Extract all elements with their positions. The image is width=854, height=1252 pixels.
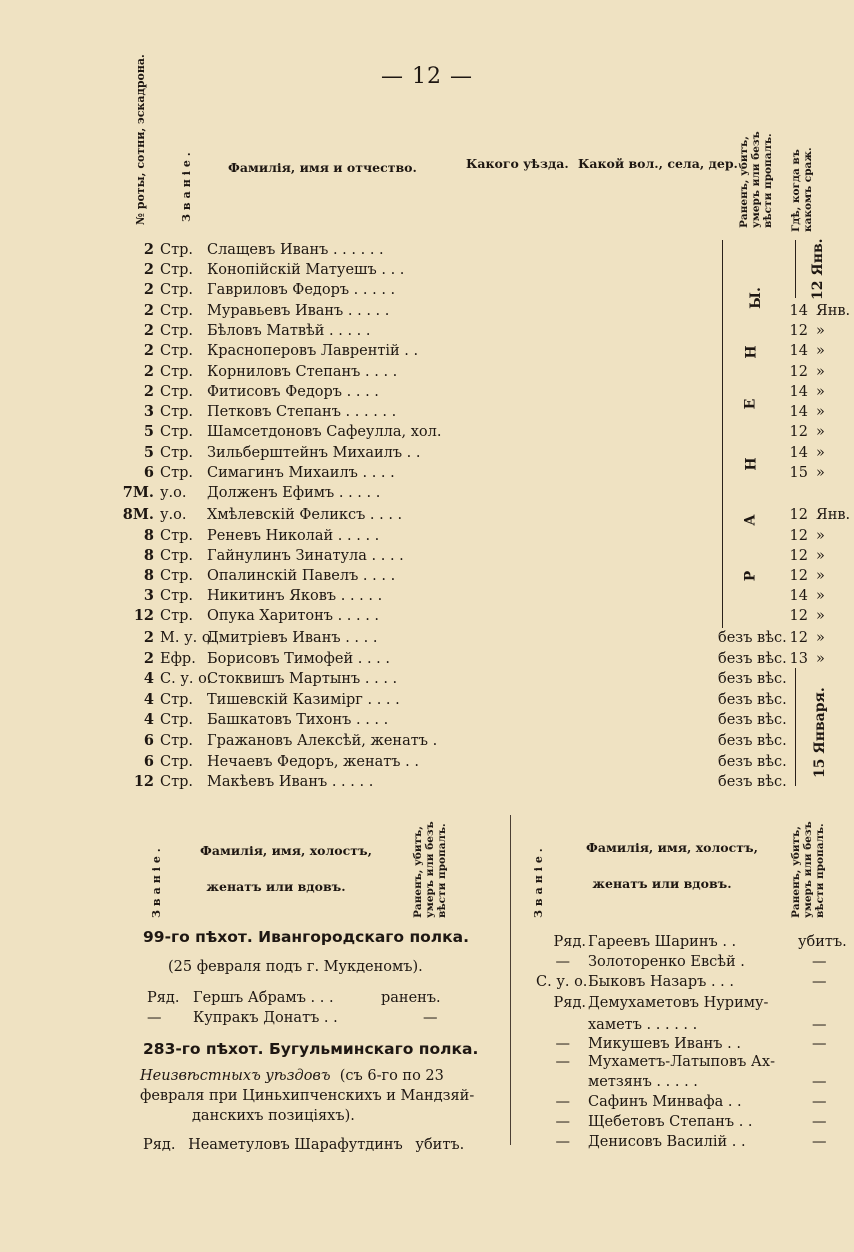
regiment-283-uezd: Неизвѣстныхъ уѣздовъ bbox=[140, 1068, 331, 1084]
regiment-99-entry bbox=[147, 1008, 438, 1028]
table-row bbox=[0, 752, 854, 772]
right-header-name-2: женатъ или вдовъ. bbox=[592, 876, 732, 891]
company-number: 2 bbox=[143, 322, 154, 339]
table-row bbox=[0, 240, 854, 260]
table-row bbox=[0, 362, 854, 382]
rank: Стр. bbox=[160, 364, 194, 380]
regiment-283-entry bbox=[143, 1135, 464, 1155]
rank: Стр. bbox=[160, 323, 194, 339]
company-number: 2 bbox=[143, 383, 154, 400]
rank: Стр. bbox=[160, 692, 194, 708]
entry-rank: — bbox=[555, 954, 570, 970]
date: 12 bbox=[789, 568, 808, 584]
table-row bbox=[0, 280, 854, 300]
rank: Стр. bbox=[160, 404, 194, 420]
entry-status: — bbox=[812, 1134, 827, 1150]
page-number: — 12 — bbox=[381, 64, 473, 89]
table-row bbox=[0, 628, 854, 648]
month: » bbox=[816, 528, 825, 544]
company-number: 6 bbox=[143, 464, 154, 481]
month: Янв. bbox=[816, 303, 851, 319]
date: 13 bbox=[789, 651, 808, 667]
status: безъ вѣс. bbox=[718, 692, 787, 708]
company-number: 4 bbox=[143, 691, 154, 708]
entry-rank: — bbox=[555, 1036, 570, 1052]
table-row bbox=[0, 546, 854, 566]
entry-name: Щебетовъ Степанъ . . bbox=[588, 1114, 753, 1130]
entry-status: — bbox=[812, 1017, 827, 1033]
company-number: 5 bbox=[143, 423, 154, 440]
entry-status: — bbox=[812, 1036, 827, 1052]
company-number: 6 bbox=[143, 753, 154, 770]
header-volost: Какой вол., села, дер. bbox=[578, 156, 738, 171]
table-row bbox=[0, 526, 854, 546]
table-row bbox=[0, 443, 854, 463]
month: » bbox=[816, 465, 825, 481]
entry-name: Микушевъ Иванъ . . bbox=[588, 1036, 741, 1052]
table-row bbox=[0, 710, 854, 730]
month: » bbox=[816, 323, 825, 339]
rank: Стр. bbox=[160, 445, 194, 461]
ranen-letter: А bbox=[742, 514, 759, 526]
rank: Стр. bbox=[160, 424, 194, 440]
month: » bbox=[816, 548, 825, 564]
company-number: 4 bbox=[143, 670, 154, 687]
full-name: Макѣевъ Иванъ . . . . . bbox=[207, 774, 374, 790]
month: » bbox=[816, 384, 825, 400]
full-name: Бѣловъ Матвѣй . . . . . bbox=[207, 323, 371, 339]
table-row bbox=[0, 649, 854, 669]
full-name: Хмѣлевскій Феликсъ . . . . bbox=[207, 507, 403, 523]
company-number: 6 bbox=[143, 732, 154, 749]
rank: Стр. bbox=[160, 588, 194, 604]
bracket-ranen bbox=[722, 240, 723, 628]
date: 14 bbox=[789, 404, 808, 420]
table-row bbox=[0, 463, 854, 483]
entry-rank: Ряд. bbox=[143, 1137, 176, 1153]
company-number: 3 bbox=[143, 403, 154, 420]
right-header-rank: Званіе. bbox=[532, 844, 545, 918]
rank: Стр. bbox=[160, 465, 194, 481]
entry-rank: — bbox=[555, 1114, 570, 1130]
company-number: 2 bbox=[143, 302, 154, 319]
entry-rank: — bbox=[555, 1054, 570, 1070]
company-number: 12 bbox=[133, 773, 154, 790]
table-row bbox=[0, 341, 854, 361]
entry-rank: — bbox=[147, 1010, 162, 1026]
rank: Стр. bbox=[160, 754, 194, 770]
full-name: Гавриловъ Федоръ . . . . . bbox=[207, 282, 396, 298]
entry-status: — bbox=[812, 1114, 827, 1130]
rank: М. у. о. bbox=[160, 630, 216, 646]
company-number: 8 bbox=[143, 567, 154, 584]
date: 14 bbox=[789, 588, 808, 604]
rank: Стр. bbox=[160, 384, 194, 400]
date: 15 bbox=[789, 465, 808, 481]
status: безъ вѣс. bbox=[718, 630, 787, 646]
header-where-when: Гдѣ, когда въ какомъ сраж. bbox=[790, 147, 814, 232]
date: 12 bbox=[789, 323, 808, 339]
status: безъ вѣс. bbox=[718, 774, 787, 790]
right-header-name-1: Фамилія, имя, холостъ, bbox=[586, 840, 758, 855]
regiment-99-subtitle: (25 февраля подъ г. Мукденомъ). bbox=[168, 959, 423, 975]
rank: Стр. bbox=[160, 303, 194, 319]
full-name: Никитинъ Яковъ . . . . . bbox=[207, 588, 383, 604]
table-row bbox=[0, 301, 854, 321]
table-row bbox=[0, 586, 854, 606]
full-name: Красноперовъ Лаврентій . . bbox=[207, 343, 419, 359]
month: » bbox=[816, 651, 825, 667]
table-row bbox=[0, 382, 854, 402]
bracket-date-bottom bbox=[795, 668, 796, 786]
status: безъ вѣс. bbox=[718, 733, 787, 749]
entry-name: Денисовъ Василій . . bbox=[588, 1134, 746, 1150]
rank: Стр. bbox=[160, 712, 194, 728]
date: 14 bbox=[789, 384, 808, 400]
full-name: Стоквишъ Мартынъ . . . . bbox=[207, 671, 398, 687]
company-number: 8М. bbox=[122, 506, 154, 523]
rank: Стр. bbox=[160, 528, 194, 544]
rank: Стр. bbox=[160, 774, 194, 790]
month: » bbox=[816, 424, 825, 440]
date: 12 bbox=[789, 424, 808, 440]
company-number: 3 bbox=[143, 587, 154, 604]
table-row bbox=[0, 731, 854, 751]
entry-status: убитъ. bbox=[415, 1137, 465, 1153]
full-name: Опалинскій Павелъ . . . . bbox=[207, 568, 396, 584]
bracket-date-top bbox=[795, 240, 796, 298]
status: безъ вѣс. bbox=[718, 754, 787, 770]
full-name: Шамсетдоновъ Сафеулла, хол. bbox=[207, 424, 442, 440]
company-number: 2 bbox=[143, 281, 154, 298]
rank: Стр. bbox=[160, 608, 194, 624]
table-row bbox=[0, 566, 854, 586]
full-name: Конопійскій Матуешъ . . . bbox=[207, 262, 405, 278]
full-name: Зильберштейнъ Михаилъ . . bbox=[207, 445, 421, 461]
regiment-283-subtitle-1 bbox=[140, 1066, 444, 1086]
month: » bbox=[816, 404, 825, 420]
company-number: 2 bbox=[143, 261, 154, 278]
rank: Стр. bbox=[160, 242, 194, 258]
table-row bbox=[0, 505, 854, 525]
full-name: Фитисовъ Федоръ . . . . bbox=[207, 384, 379, 400]
month: » bbox=[816, 588, 825, 604]
header-name: Фамилія, имя и отчество. bbox=[228, 160, 417, 175]
date: 12 bbox=[789, 608, 808, 624]
date: 12 bbox=[789, 528, 808, 544]
table-row bbox=[0, 669, 854, 689]
rank: Ефр. bbox=[160, 651, 196, 667]
month: » bbox=[816, 608, 825, 624]
table-row bbox=[0, 606, 854, 626]
entry-name: Быковъ Назаръ . . . bbox=[588, 974, 734, 990]
entry-status: — bbox=[812, 1074, 827, 1090]
full-name: Опука Харитонъ . . . . . bbox=[207, 608, 380, 624]
month: » bbox=[816, 445, 825, 461]
full-name: Муравьевъ Иванъ . . . . . bbox=[207, 303, 390, 319]
rank: Стр. bbox=[160, 262, 194, 278]
regiment-283-dates: (съ 6-го по 23 bbox=[339, 1068, 444, 1084]
status: безъ вѣс. bbox=[718, 712, 787, 728]
ranen-letter: Е bbox=[742, 398, 759, 410]
full-name: Гайнулинъ Зинатула . . . . bbox=[207, 548, 404, 564]
company-number: 2 bbox=[143, 363, 154, 380]
month: » bbox=[816, 364, 825, 380]
header-rank: Званіе. bbox=[180, 148, 193, 222]
date: 14 bbox=[789, 343, 808, 359]
left-header-name-1: Фамилія, имя, холостъ, bbox=[200, 843, 372, 858]
regiment-99-entry bbox=[147, 988, 441, 1008]
entry-status: — bbox=[812, 974, 827, 990]
full-name: Борисовъ Тимофей . . . . bbox=[207, 651, 390, 667]
rank: Стр. bbox=[160, 733, 194, 749]
entry-status: убитъ. bbox=[798, 934, 847, 950]
ranen-letter: Р bbox=[742, 570, 759, 582]
full-name: Корниловъ Степанъ . . . . bbox=[207, 364, 398, 380]
company-number: 8 bbox=[143, 547, 154, 564]
month: Янв. bbox=[816, 507, 851, 523]
entry-name: Сафинъ Минвафа . . bbox=[588, 1094, 742, 1110]
month: » bbox=[816, 630, 825, 646]
table-row bbox=[0, 422, 854, 442]
header-uezd: Какого уѣзда. bbox=[466, 156, 569, 171]
rank: Стр. bbox=[160, 568, 194, 584]
full-name: Дмитріевъ Иванъ . . . . bbox=[207, 630, 378, 646]
entry-name: Неаметуловъ Шарафутдинъ bbox=[188, 1137, 403, 1153]
company-number: 7М. bbox=[122, 484, 154, 501]
right-header-status: Раненъ, убитъ, умеръ или безъ вѣсти пропалъ. bbox=[790, 821, 826, 918]
date: 14 bbox=[789, 303, 808, 319]
table-row bbox=[0, 690, 854, 710]
month: » bbox=[816, 568, 825, 584]
rank: Стр. bbox=[160, 343, 194, 359]
date: 12 bbox=[789, 630, 808, 646]
date-top-label: 12 Янв. bbox=[810, 238, 826, 300]
entry-name: метзянъ . . . . . bbox=[588, 1074, 698, 1090]
table-row bbox=[0, 402, 854, 422]
company-number: 5 bbox=[143, 444, 154, 461]
left-header-status: Раненъ, убитъ, умеръ или безъ вѣсти пропалъ. bbox=[412, 821, 448, 918]
company-number: 2 bbox=[143, 241, 154, 258]
entry-rank: Ряд. bbox=[553, 934, 586, 950]
month: » bbox=[816, 343, 825, 359]
table-row bbox=[0, 321, 854, 341]
entry-name: Мухаметъ-Латыповъ Ах- bbox=[588, 1054, 775, 1070]
entry-rank: С. у. о. bbox=[536, 974, 588, 990]
rank: Стр. bbox=[160, 282, 194, 298]
full-name: Нечаевъ Федоръ, женатъ . . bbox=[207, 754, 419, 770]
full-name: Башкатовъ Тихонъ . . . . bbox=[207, 712, 389, 728]
rank: у.о. bbox=[160, 507, 187, 523]
full-name: Симагинъ Михаилъ . . . . bbox=[207, 465, 395, 481]
table-row bbox=[0, 260, 854, 280]
company-number: 2 bbox=[143, 629, 154, 646]
entry-status: раненъ. bbox=[381, 990, 441, 1006]
status: безъ вѣс. bbox=[718, 651, 787, 667]
full-name: Гражановъ Алексѣй, женатъ . bbox=[207, 733, 438, 749]
regiment-283-subtitle-3: данскихъ позиціяхъ). bbox=[192, 1108, 355, 1124]
entry-name: Демухаметовъ Нуриму- bbox=[588, 995, 769, 1011]
rank: у.о. bbox=[160, 485, 187, 501]
company-number: 4 bbox=[143, 711, 154, 728]
entry-rank: — bbox=[555, 1094, 570, 1110]
header-status: Раненъ, убитъ, умеръ или безъ вѣсти пропалъ. bbox=[738, 131, 774, 228]
date: 12 bbox=[789, 548, 808, 564]
date: 14 bbox=[789, 445, 808, 461]
full-name: Петковъ Степанъ . . . . . . bbox=[207, 404, 397, 420]
entry-status: — bbox=[812, 1094, 827, 1110]
date: 12 bbox=[789, 507, 808, 523]
full-name: Слащевъ Иванъ . . . . . . bbox=[207, 242, 384, 258]
table-row bbox=[0, 772, 854, 792]
table-row bbox=[0, 483, 854, 503]
entry-name: Купракъ Донатъ . . bbox=[193, 1010, 338, 1026]
entry-name: хаметъ . . . . . . bbox=[588, 1017, 698, 1033]
ranen-letter: Н bbox=[743, 345, 760, 359]
company-number: 12 bbox=[133, 607, 154, 624]
date-bottom-label: 15 Января. bbox=[812, 687, 828, 778]
entry-name: Гареевъ Шаринъ . . bbox=[588, 934, 737, 950]
entry-status: — bbox=[423, 1010, 438, 1026]
status: безъ вѣс. bbox=[718, 671, 787, 687]
ranen-letter: Н bbox=[743, 457, 760, 471]
full-name: Тишевскій Казимірг . . . . bbox=[207, 692, 400, 708]
company-number: 8 bbox=[143, 527, 154, 544]
ranen-letter: Ы. bbox=[747, 287, 764, 309]
left-header-name-2: женатъ или вдовъ. bbox=[206, 879, 346, 894]
regiment-283-subtitle-2: февраля при Циньхипченскихъ и Мандзяй- bbox=[140, 1088, 475, 1104]
header-company: № роты, сотни, эскадрона. bbox=[134, 54, 147, 225]
rank: С. у. о. bbox=[160, 671, 212, 687]
rank: Стр. bbox=[160, 548, 194, 564]
column-divider bbox=[510, 815, 511, 1145]
entry-rank: — bbox=[555, 1134, 570, 1150]
entry-name: Золоторенко Евсѣй . bbox=[588, 954, 745, 970]
regiment-283-title: 283-го пѣхот. Бугульминскаго полка. bbox=[143, 1040, 479, 1058]
company-number: 2 bbox=[143, 342, 154, 359]
entry-rank: Ряд. bbox=[147, 990, 180, 1006]
company-number: 2 bbox=[143, 650, 154, 667]
left-header-rank: Званіе. bbox=[150, 844, 163, 918]
date: 12 bbox=[789, 364, 808, 380]
full-name: Долженъ Ефимъ . . . . . bbox=[207, 485, 381, 501]
regiment-99-title: 99-го пѣхот. Ивангородскаго полка. bbox=[143, 928, 470, 946]
entry-name: Гершъ Абрамъ . . . bbox=[193, 990, 334, 1006]
full-name: Реневъ Николай . . . . . bbox=[207, 528, 380, 544]
entry-rank: Ряд. bbox=[553, 995, 586, 1011]
entry-status: — bbox=[812, 954, 827, 970]
